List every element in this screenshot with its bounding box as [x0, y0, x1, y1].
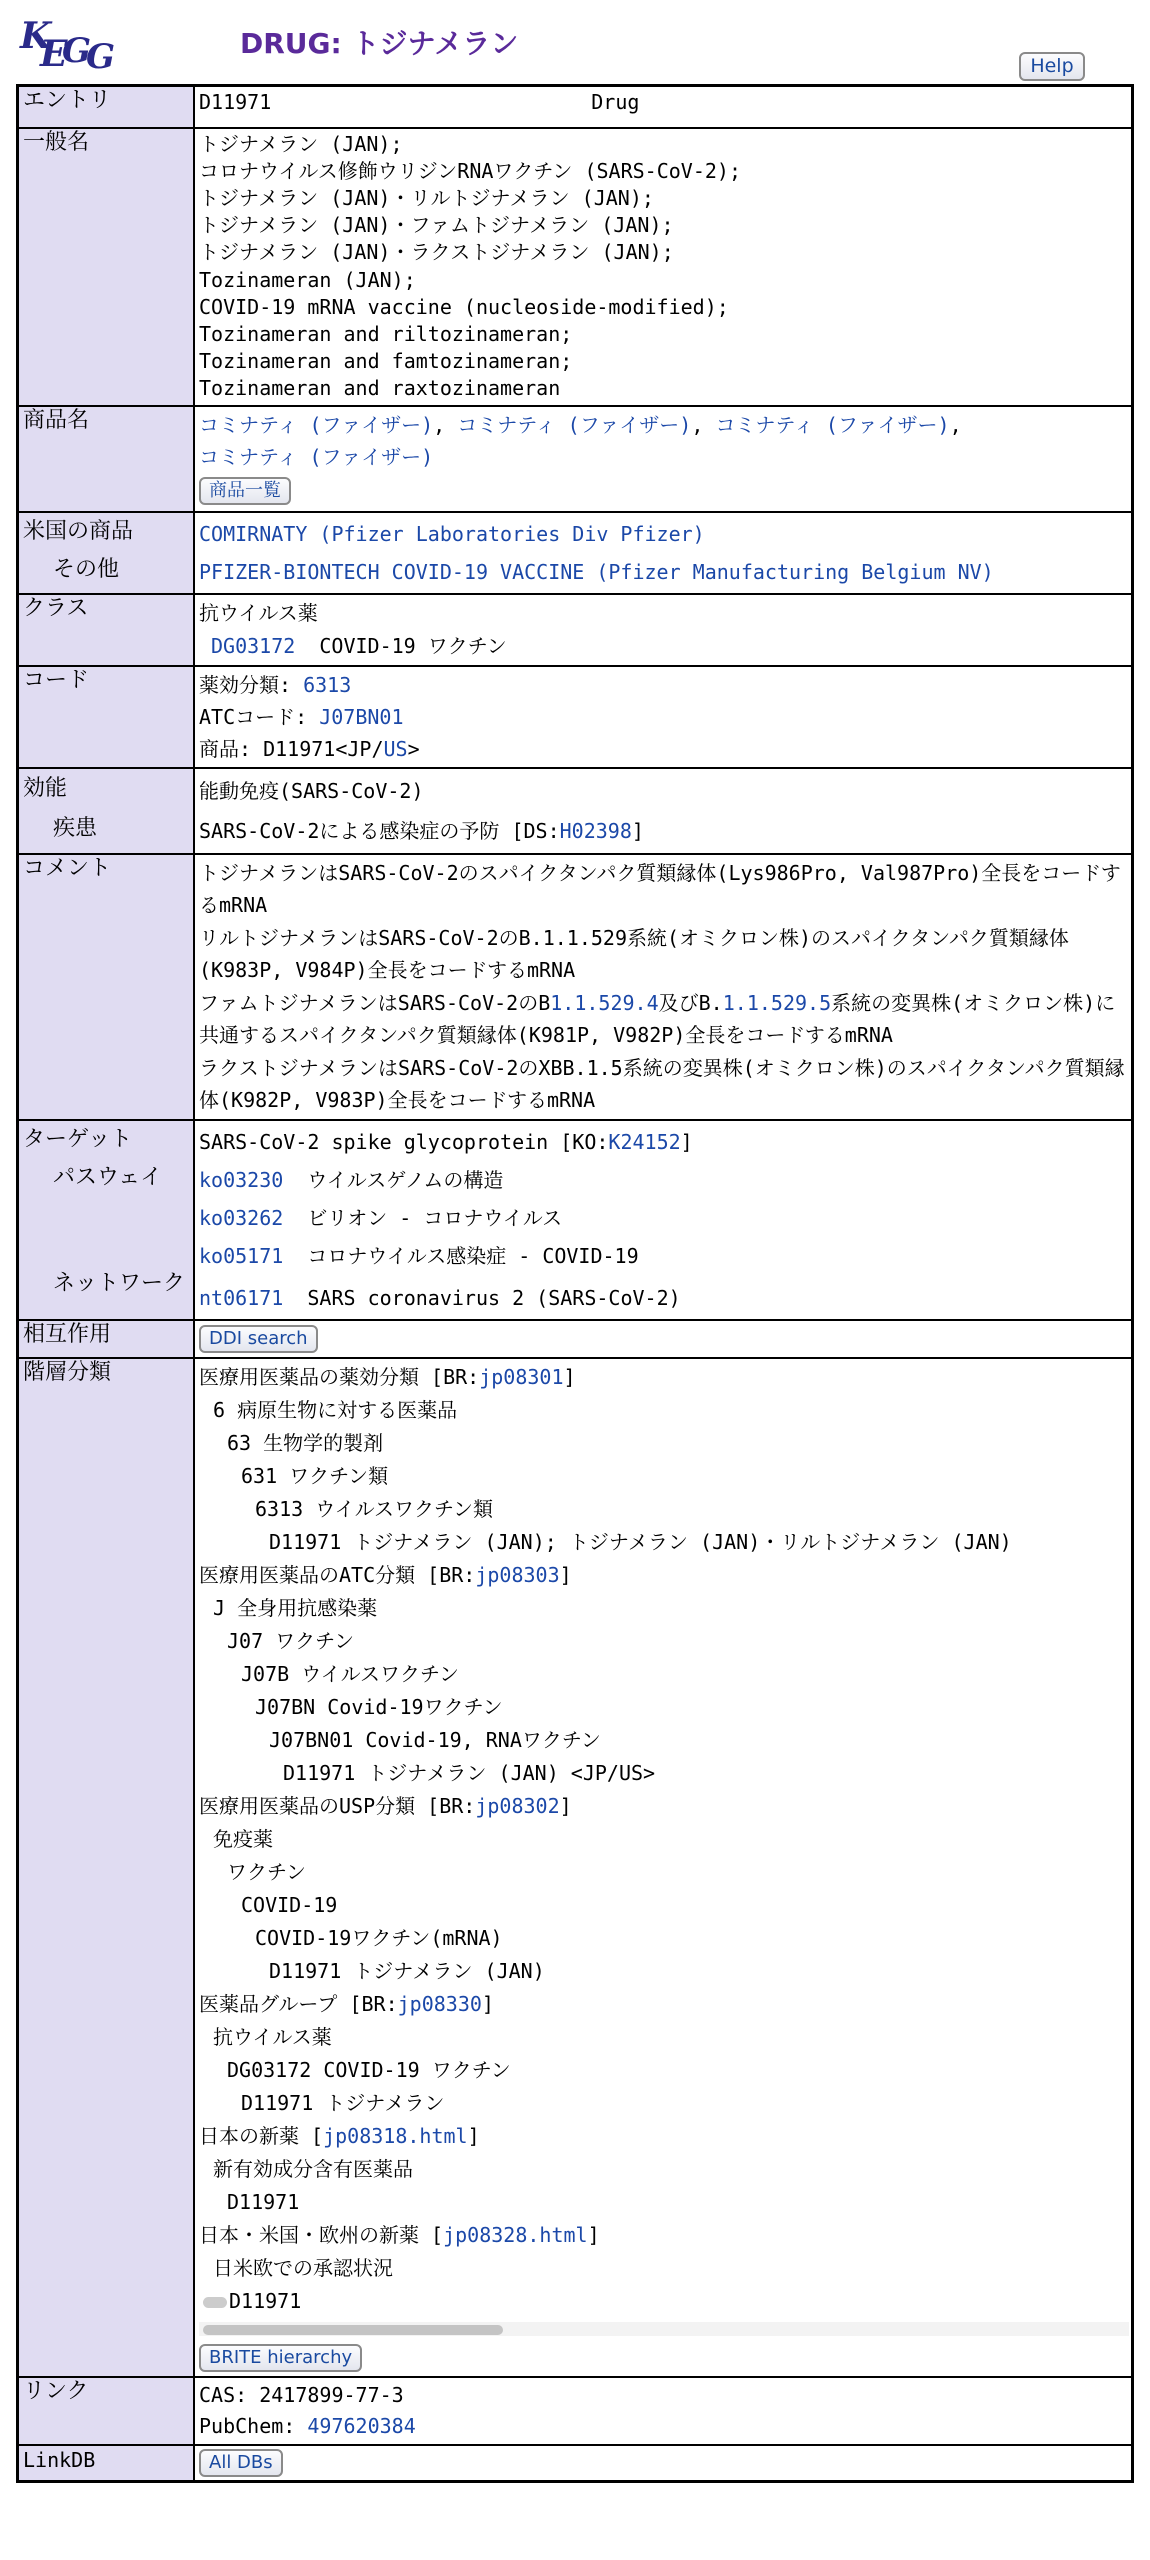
efficacy-code-prefix: 薬効分類:: [199, 672, 304, 697]
row-products: [18, 406, 1133, 512]
value-linkdb: [194, 2445, 1133, 2482]
value-target: [194, 1120, 1133, 1320]
tree-heading-text: 医薬品グループ [BR:: [199, 1991, 398, 2016]
efficacy-code-line: [199, 669, 1129, 701]
name-line: トジナメラン (JAN)・リルトジナメラン (JAN);: [199, 185, 654, 210]
name-line: トジナメラン (JAN)・ファムトジナメラン (JAN);: [199, 213, 674, 238]
tree-leaf[interactable]: D11971: [227, 2189, 300, 2214]
label-names: 一般名: [18, 128, 195, 406]
disease-label: 疾患: [53, 815, 98, 841]
label-linkdb: LinkDB: [18, 2445, 195, 2482]
label-comment: コメント: [18, 854, 195, 1120]
pubchem-prefix: PubChem:: [199, 2413, 308, 2438]
tree-heading: [199, 1361, 1129, 1394]
value-links: [194, 2377, 1133, 2445]
pathway-link[interactable]: ko03230: [199, 1167, 284, 1192]
pathway-row: [199, 1161, 1129, 1199]
tree-close: ]: [587, 2222, 600, 2247]
label-interaction: 相互作用: [18, 1320, 195, 1358]
scrollbar-thumb[interactable]: [203, 2325, 503, 2335]
label-hierarchy: 階層分類: [18, 1358, 195, 2377]
us-product-link[interactable]: COMIRNATY (Pfizer Laboratories Div Pfizer): [199, 521, 705, 546]
cas-number: CAS: 2417899-77-3: [199, 2382, 404, 2407]
value-hierarchy: [194, 1358, 1133, 2377]
tree-node[interactable]: 631 ワクチン類: [241, 1463, 389, 1488]
other-product-link[interactable]: PFIZER-BIONTECH COVID-19 VACCINE (Pfizer Manufacturing Belgium NV): [199, 559, 994, 584]
tree-node[interactable]: 免疫薬: [213, 1826, 273, 1851]
tree-leaf-id: D11971: [229, 2288, 302, 2313]
pathway-row: [199, 1237, 1129, 1275]
tree-close: ]: [559, 1793, 572, 1818]
label-class: クラス: [18, 594, 195, 666]
horizontal-scrollbar[interactable]: [199, 2322, 1129, 2336]
network-row: [199, 1279, 1129, 1317]
label-entry: エントリ: [18, 86, 195, 128]
comment-paragraph: [199, 987, 1129, 1052]
row-comment: [18, 854, 1133, 1120]
row-hierarchy: [18, 1358, 1133, 2377]
tree-node[interactable]: J 全身用抗感染薬: [213, 1595, 378, 1620]
atc-code-link[interactable]: J07BN01: [319, 704, 404, 729]
tree-node[interactable]: 6 病原生物に対する医薬品: [213, 1397, 458, 1422]
br-link[interactable]: jp08302: [475, 1793, 560, 1818]
name-line: トジナメラン (JAN)・ラクストジナメラン (JAN);: [199, 240, 674, 265]
target-suffix: ]: [680, 1129, 693, 1154]
entry-id: D11971: [199, 90, 272, 114]
product-sep: ,: [433, 412, 458, 437]
tree-heading: [199, 1790, 1129, 1823]
tree-leaf[interactable]: [199, 2285, 1129, 2318]
name-line: コロナウイルス修飾ウリジンRNAワクチン (SARS-CoV-2);: [199, 158, 741, 183]
value-class: [194, 594, 1133, 666]
network-name: SARS coronavirus 2 (SARS-CoV-2): [307, 1285, 681, 1310]
value-code: [194, 666, 1133, 768]
tree-heading: [199, 2219, 1129, 2252]
brite-tree: [199, 1361, 1129, 2318]
dg-link[interactable]: DG03172: [211, 633, 296, 658]
page-header: [0, 0, 1150, 80]
comment-paragraph: ラクストジナメランはSARS-CoV-2のXBB.1.5系統の変異株(オミクロン株)のスパイクタンパク質類縁体(K982P, V983P)全長をコードするmRNA: [199, 1055, 1125, 1113]
disease-link[interactable]: H02398: [559, 818, 632, 843]
efficacy-value: 能動免疫(SARS-CoV-2): [199, 778, 424, 803]
network-label: ネットワーク: [53, 1270, 186, 1296]
product-us-link[interactable]: US: [383, 736, 408, 761]
row-efficacy: [18, 768, 1133, 854]
label-efficacy: [18, 768, 195, 854]
tree-heading-text: 医療用医薬品のUSP分類 [BR:: [199, 1793, 476, 1818]
label-products: 商品名: [18, 406, 195, 512]
comment-text: ファムトジナメランはSARS-CoV-2のB: [199, 990, 551, 1015]
pathway-label: パスウェイ: [53, 1164, 163, 1190]
comment-text: 及びB.: [658, 990, 723, 1015]
tree-node[interactable]: J07B ウイルスワクチン: [241, 1661, 460, 1686]
ddi-search-button[interactable]: DDI search: [199, 1325, 318, 1353]
entry-type: Drug: [591, 90, 640, 114]
other-label: その他: [53, 556, 120, 582]
class-dg: [199, 630, 1129, 663]
tree-node[interactable]: ワクチン: [227, 1859, 306, 1884]
us-products-label: 米国の商品: [23, 518, 134, 544]
tree-heading: [199, 1988, 1129, 2021]
product-sep: ,: [691, 412, 716, 437]
value-entry: [194, 86, 1133, 128]
tree-node[interactable]: COVID-19: [241, 1892, 338, 1917]
tree-node[interactable]: COVID-19ワクチン(mRNA): [255, 1925, 503, 1950]
target-text: SARS-CoV-2 spike glycoprotein [KO:: [199, 1129, 609, 1154]
pathway-name: ビリオン - コロナウイルス: [307, 1205, 563, 1230]
product-link[interactable]: コミナティ (ファイザー): [199, 412, 434, 437]
name-line: Tozinameran and famtozinameran;: [199, 349, 573, 374]
svg-text:G: G: [86, 37, 116, 76]
value-us-products: [194, 512, 1133, 594]
product-code-prefix: 商品: D11971<JP/: [199, 736, 384, 761]
drug-entry-table: [16, 84, 1134, 2483]
br-link[interactable]: jp08318.html: [323, 2123, 468, 2148]
tree-close: ]: [481, 1991, 494, 2016]
label-target: [18, 1120, 195, 1320]
tree-leaf[interactable]: D11971 トジナメラン (JAN): [269, 1958, 545, 1983]
tree-node[interactable]: 新有効成分含有医薬品: [213, 2156, 413, 2181]
lineage-link[interactable]: 1.1.529.4: [550, 990, 659, 1015]
pubchem-link[interactable]: 497620384: [307, 2413, 416, 2438]
tree-node[interactable]: DG03172 COVID-19 ワクチン: [227, 2057, 511, 2082]
tree-leaf[interactable]: D11971 トジナメラン (JAN) <JP/US>: [283, 1760, 656, 1785]
class-line: 抗ウイルス薬: [199, 600, 318, 625]
pathway-link[interactable]: ko03262: [199, 1205, 284, 1230]
value-comment: [194, 854, 1133, 1120]
kegg-logo[interactable]: [18, 8, 122, 76]
product-list-button[interactable]: 商品一覧: [199, 477, 291, 505]
row-class: [18, 594, 1133, 666]
tree-heading-text: 医療用医薬品のATC分類 [BR:: [199, 1562, 476, 1587]
tree-leaf[interactable]: D11971 トジナメラン: [241, 2090, 445, 2115]
brite-hierarchy-button[interactable]: BRITE hierarchy: [199, 2344, 362, 2372]
comment-text: 系統の変異株(オミクロン株)に共通するスパイクタンパク質類縁体(K981P, V982P)全長をコードするmRNA: [199, 990, 1116, 1048]
tree-leaf[interactable]: D11971 トジナメラン (JAN); トジナメラン (JAN)・リルトジナメラン (JAN): [269, 1529, 1012, 1554]
comment-paragraph: トジナメランはSARS-CoV-2のスパイクタンパク質類縁体(Lys986Pro, Val987Pro)全長をコードするmRNA: [199, 860, 1121, 918]
row-names: [18, 128, 1133, 406]
tree-heading: [199, 2120, 1129, 2153]
all-dbs-button[interactable]: All DBs: [199, 2449, 283, 2477]
tree-close: ]: [467, 2123, 480, 2148]
tree-heading-text: 日本・米国・欧州の新薬 [: [199, 2222, 444, 2247]
ko-link[interactable]: K24152: [608, 1129, 681, 1154]
product-code-line: [199, 733, 1129, 765]
lineage-link[interactable]: 1.1.529.5: [722, 990, 832, 1015]
row-interaction: [18, 1320, 1133, 1358]
label-code: コード: [18, 666, 195, 768]
name-line: トジナメラン (JAN);: [199, 131, 403, 156]
pubchem-line: [199, 2411, 1129, 2442]
tree-heading-text: 医療用医薬品の薬効分類 [BR:: [199, 1364, 480, 1389]
product-link[interactable]: コミナティ (ファイザー): [457, 412, 692, 437]
tree-close: ]: [563, 1364, 576, 1389]
tree-node[interactable]: J07BN Covid-19ワクチン: [255, 1694, 503, 1719]
network-link[interactable]: nt06171: [199, 1285, 284, 1310]
disease-text: SARS-CoV-2による感染症の予防 [DS:: [199, 818, 560, 843]
tree-node[interactable]: 6313 ウイルスワクチン類: [255, 1496, 494, 1521]
help-button[interactable]: Help: [1019, 52, 1085, 81]
name-line: Tozinameran (JAN);: [199, 267, 416, 292]
br-link[interactable]: jp08328.html: [443, 2222, 588, 2247]
tree-close: ]: [559, 1562, 572, 1587]
tree-heading-text: 日本の新薬 [: [199, 2123, 324, 2148]
svg-text:K: K: [20, 15, 52, 57]
br-link[interactable]: jp08301: [479, 1364, 564, 1389]
atc-code-prefix: ATCコード:: [199, 704, 320, 729]
target-label: ターゲット: [23, 1126, 133, 1152]
name-line: Tozinameran and raxtozinameran: [199, 376, 561, 401]
product-sep: ,: [949, 412, 962, 437]
name-line: COVID-19 mRNA vaccine (nucleoside-modified);: [199, 294, 729, 319]
tree-heading: [199, 1559, 1129, 1592]
row-linkdb: [18, 2445, 1133, 2482]
efficacy-label: 効能: [23, 775, 68, 801]
product-code-suffix: >: [407, 736, 420, 761]
name-line: Tozinameran and riltozinameran;: [199, 321, 573, 346]
row-entry: [18, 86, 1133, 128]
value-names: [194, 128, 1133, 406]
value-products: [194, 406, 1133, 512]
pathway-row: [199, 1199, 1129, 1237]
br-link[interactable]: jp08303: [475, 1562, 560, 1587]
expand-toggle-icon[interactable]: [203, 2297, 227, 2308]
row-us-products: [18, 512, 1133, 594]
svg-text:G: G: [62, 31, 92, 71]
tree-node[interactable]: J07BN01 Covid-19, RNAワクチン: [269, 1727, 601, 1752]
pathway-link[interactable]: ko05171: [199, 1243, 284, 1268]
svg-text:E: E: [40, 33, 68, 75]
value-interaction: [194, 1320, 1133, 1358]
dg-text: COVID-19 ワクチン: [319, 633, 507, 658]
row-links: [18, 2377, 1133, 2445]
tree-node[interactable]: J07 ワクチン: [227, 1628, 355, 1653]
tree-node[interactable]: 抗ウイルス薬: [213, 2024, 332, 2049]
product-link[interactable]: コミナティ (ファイザー): [715, 412, 950, 437]
br-link[interactable]: jp08330: [397, 1991, 482, 2016]
disease-suffix: ]: [631, 818, 644, 843]
pathway-name: ウイルスゲノムの構造: [307, 1167, 504, 1192]
product-link[interactable]: コミナティ (ファイザー): [199, 444, 434, 469]
value-efficacy: [194, 768, 1133, 854]
disease-line: [199, 811, 1129, 851]
tree-node[interactable]: 63 生物学的製剤: [227, 1430, 384, 1455]
page-title: DRUG: トジナメラン: [240, 27, 519, 60]
target-line: [199, 1123, 1129, 1161]
label-spacer: [23, 1197, 193, 1273]
label-links: リンク: [18, 2377, 195, 2445]
label-us-products: [18, 512, 195, 594]
comment-paragraph: リルトジナメランはSARS-CoV-2のB.1.1.529系統(オミクロン株)のスパイクタンパク質類縁体(K983P, V984P)全長をコードするmRNA: [199, 925, 1069, 983]
row-target: [18, 1120, 1133, 1320]
row-code: [18, 666, 1133, 768]
pathway-name: コロナウイルス感染症 - COVID-19: [307, 1243, 639, 1268]
atc-code-line: [199, 701, 1129, 733]
efficacy-code-link[interactable]: 6313: [303, 672, 352, 697]
tree-node[interactable]: 日米欧での承認状況: [213, 2255, 393, 2280]
